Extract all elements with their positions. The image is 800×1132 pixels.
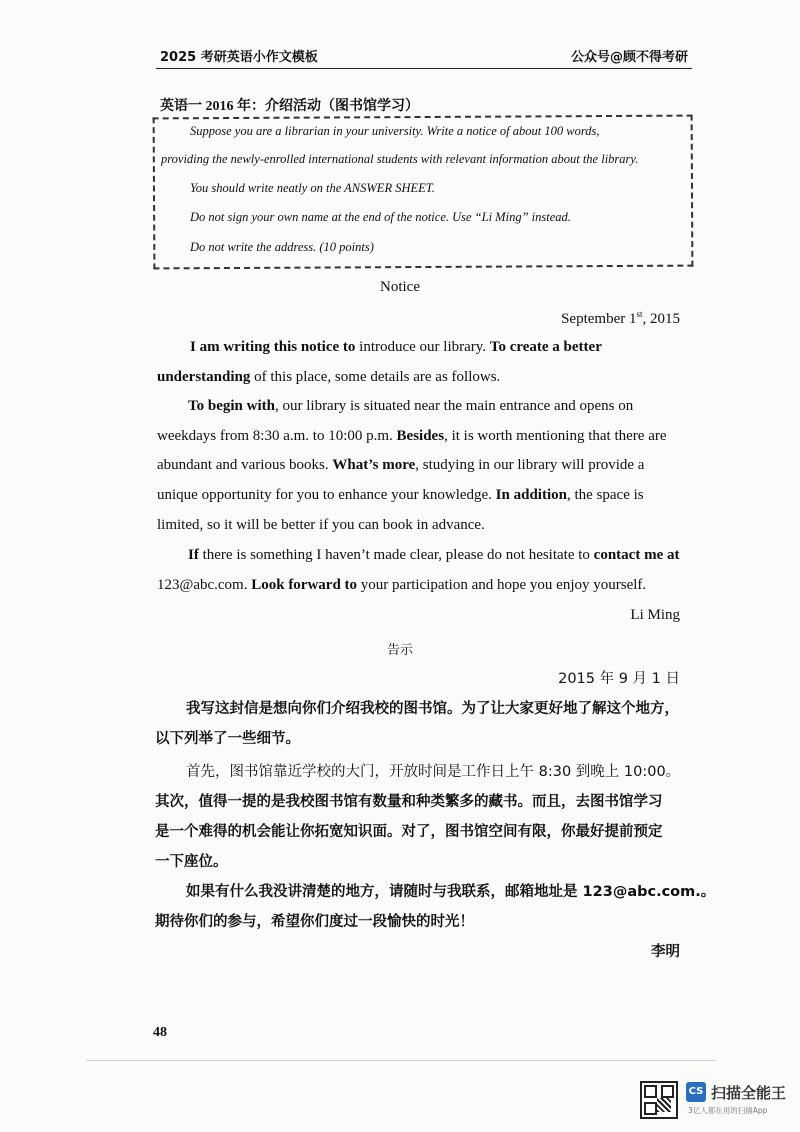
paragraph-line: limited, so it will be better if you can book in advance. — [157, 517, 485, 533]
task-title: 英语一 2016 年：介绍活动（图书馆学习） — [160, 99, 419, 114]
notice-date: September 1st, 2015 — [561, 309, 680, 327]
paragraph-line: To begin with, our library is situated near the main entrance and opens on — [188, 398, 634, 414]
task-line: Do not sign your own name at the end of the notice. Use “Li Ming” instead. — [190, 210, 571, 224]
header-rule — [156, 68, 692, 69]
task-line: You should write neatly on the ANSWER SHEET. — [190, 181, 435, 195]
paragraph-line-zh: 我写这封信是想向你们介绍我校的图书馆。为了让大家更好地了解这个地方， — [186, 701, 679, 717]
notice-date-zh: 2015 年 9 月 1 日 — [558, 671, 680, 687]
notice-title: Notice — [380, 279, 420, 295]
paragraph-line: abundant and various books. What’s more, studying in our library will provide a — [157, 457, 645, 473]
header-book-title: 2025 考研英语小作文模板 — [160, 50, 318, 65]
paragraph-line: 123@abc.com. Look forward to your participation and hope you enjoy yourself. — [157, 577, 647, 593]
paragraph-line: If there is something I haven’t made clear, please do not hesitate to contact me at — [188, 547, 680, 563]
camscanner-name: 扫描全能王 — [711, 1084, 787, 1102]
header-account: 公众号@顾不得考研 — [570, 50, 688, 65]
notice-title-zh: 告示 — [386, 643, 413, 658]
signature-en: Li Ming — [630, 607, 680, 623]
task-line: providing the newly-enrolled international students with relevant information about the library. — [161, 152, 639, 166]
camscanner-logo-icon: CS — [686, 1082, 706, 1102]
paragraph-line-zh: 以下列举了一些细节。 — [155, 731, 300, 747]
paragraph-line-zh: 是一个难得的机会能让你拓宽知识面。对了，图书馆空间有限，你最好提前预定 — [155, 824, 663, 840]
qr-code-icon — [640, 1081, 678, 1119]
signature-zh: 李明 — [651, 944, 680, 960]
page-number: 48 — [153, 1025, 167, 1040]
camscanner-tagline: 3亿人都在用的扫描App — [688, 1106, 768, 1115]
paragraph-line-zh: 如果有什么我没讲清楚的地方，请随时与我联系，邮箱地址是 123@abc.com.。 — [186, 884, 716, 900]
paragraph-line: I am writing this notice to introduce our library. To create a better — [190, 339, 602, 355]
footer-rule — [86, 1060, 716, 1061]
paragraph-line-zh: 其次，值得一提的是我校图书馆有数量和种类繁多的藏书。而且，去图书馆学习 — [155, 794, 663, 810]
paragraph-line: understanding of this place, some details are as follows. — [157, 369, 501, 385]
paragraph-line-zh: 首先，图书馆靠近学校的大门，开放时间是工作日上午 8:30 到晚上 10:00。 — [186, 764, 681, 780]
task-line: Suppose you are a librarian in your university. Write a notice of about 100 words, — [190, 124, 600, 138]
task-line: Do not write the address. (10 points) — [190, 240, 374, 254]
paragraph-line: unique opportunity for you to enhance your knowledge. In addition, the space is — [157, 487, 644, 503]
paragraph-line-zh: 一下座位。 — [155, 854, 228, 870]
paragraph-line-zh: 期待你们的参与，希望你们度过一段愉快的时光！ — [155, 914, 474, 930]
paragraph-line: weekdays from 8:30 a.m. to 10:00 p.m. Besides, it is worth mentioning that there are — [157, 428, 667, 444]
